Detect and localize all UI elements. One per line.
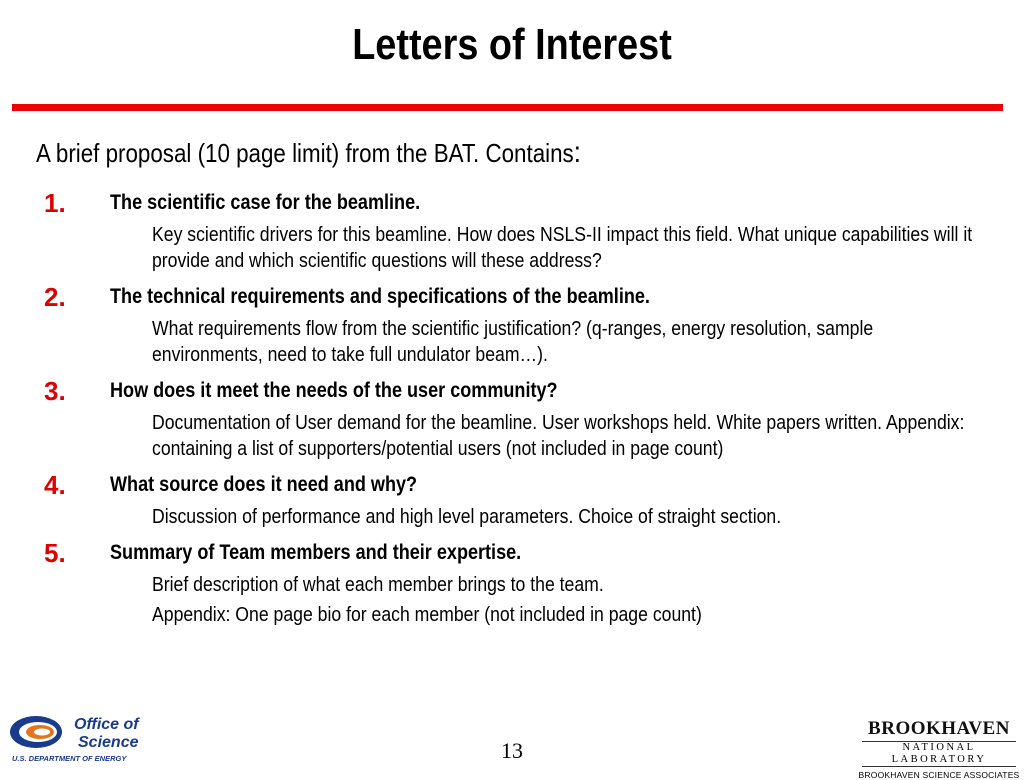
item-detail: Appendix: One page bio for each member (not included in page count) <box>152 603 702 626</box>
intro-colon: : <box>573 136 581 169</box>
item-heading: Summary of Team members and their expertise. <box>110 541 522 564</box>
item-number: 4. <box>44 470 66 500</box>
item-number: 2. <box>44 282 66 312</box>
list-item-2 <box>0 280 1024 368</box>
bnl-lab: NATIONAL LABORATORY <box>862 741 1016 767</box>
item-heading: The technical requirements and specifications of the beamline. <box>110 285 650 308</box>
doe-line2: Science <box>78 734 139 751</box>
item-list <box>0 186 1024 628</box>
doe-line1: Office of <box>74 716 139 733</box>
slide-title: Letters of Interest <box>352 20 672 69</box>
list-item-3 <box>0 374 1024 462</box>
list-item-5 <box>0 536 1024 628</box>
item-detail: Discussion of performance and high level parameters. Choice of straight section. <box>152 505 782 528</box>
item-detail: Brief description of what each member brings to the team. <box>152 573 604 596</box>
item-heading: The scientific case for the beamline. <box>110 191 421 214</box>
list-item-1 <box>0 186 1024 274</box>
list-item-4 <box>0 468 1024 530</box>
page-number: 13 <box>501 738 523 763</box>
brookhaven-logo <box>856 718 1022 780</box>
intro-label: A brief proposal (10 page limit) from the BAT. Contains <box>36 138 574 168</box>
bnl-name: BROOKHAVEN <box>868 718 1010 739</box>
item-detail: Key scientific drivers for this beamline. How does NSLS-II impact this field. What unique capabilities will it provide and which scientific questions will these address? <box>152 223 973 272</box>
item-heading: How does it meet the needs of the user community? <box>110 379 558 402</box>
item-number: 3. <box>44 376 66 406</box>
item-detail: Documentation of User demand for the beamline. User workshops held. White papers written. Appendix: containing a list of supporters/potential users (not included in page count) <box>152 411 965 460</box>
intro-text <box>36 136 581 170</box>
bnl-assoc: BROOKHAVEN SCIENCE ASSOCIATES <box>858 770 1020 780</box>
title-divider <box>12 104 1003 111</box>
item-number: 5. <box>44 538 66 568</box>
item-detail: What requirements flow from the scientific justification? (q-ranges, energy resolution, sample environments, need to take full undulator beam…). <box>152 317 874 366</box>
doe-line3: U.S. DEPARTMENT OF ENERGY <box>12 754 127 763</box>
item-heading: What source does it need and why? <box>110 473 418 496</box>
item-number: 1. <box>44 188 66 218</box>
